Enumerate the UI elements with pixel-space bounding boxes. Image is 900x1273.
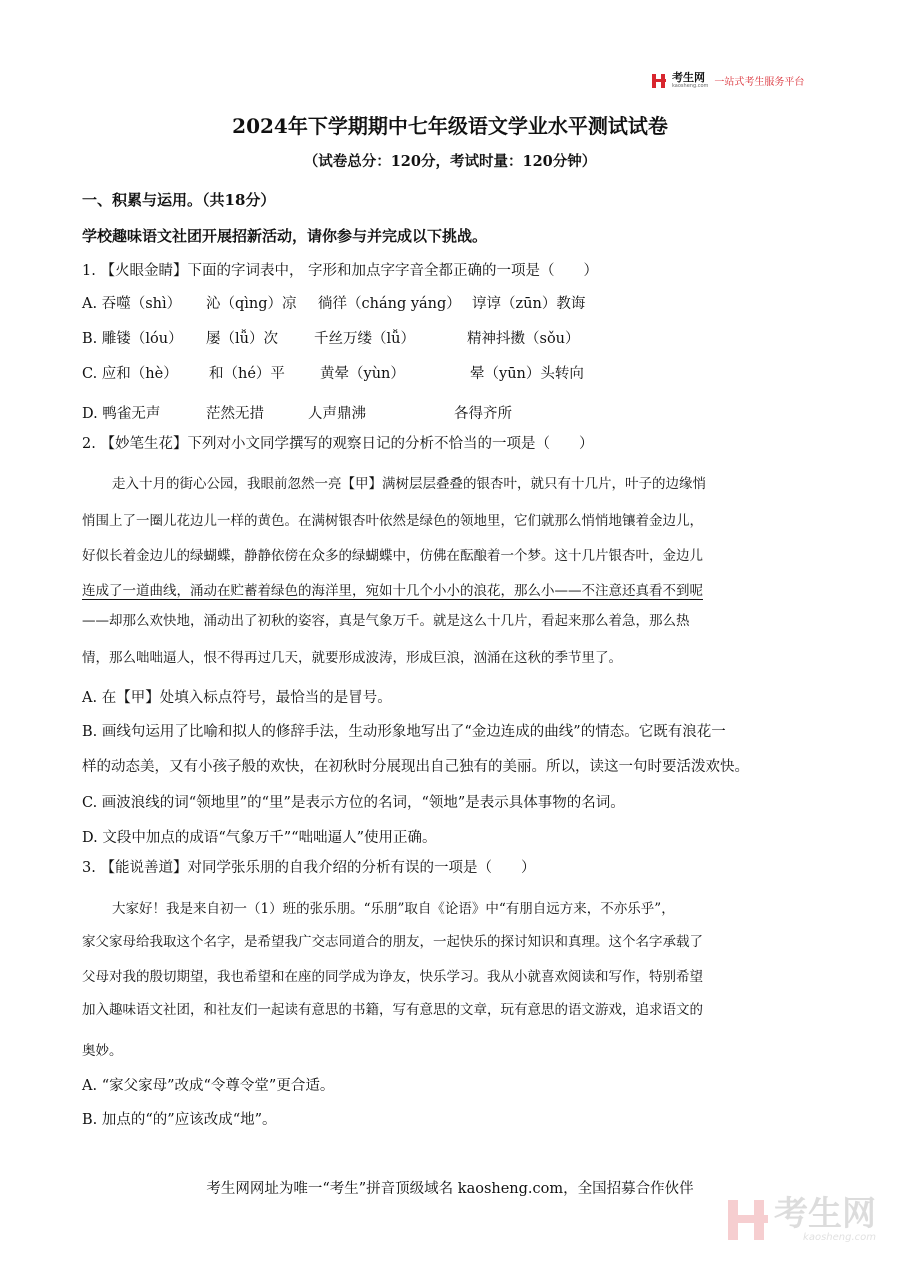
q3-option-b: B. 加点的“的”应该改成“地”。 <box>82 1112 277 1128</box>
q1-stem: 1. 【火眼金睛】下面的字词表中， 字形和加点字字音全都正确的一项是（ ） <box>82 263 599 279</box>
q1-option-c <box>82 362 584 383</box>
brand-name: 考生网 <box>672 71 705 84</box>
q1-d-4: 各得齐所 <box>454 406 512 422</box>
q3-passage-line-3: 父母对我的殷切期望，我也希望和在座的同学成为诤友，快乐学习。我从小就喜欢阅读和写作，特别希望 <box>82 969 703 985</box>
q1-c-3: 黄晕（yùn） <box>320 366 405 382</box>
q1-b-1: B. 雕镂（lóu） <box>82 331 183 347</box>
q2-stem: 2. 【妙笔生花】下列对小文同学撰写的观察日记的分析不恰当的一项是（ ） <box>82 436 594 452</box>
q2-passage-line-5: ——却那么欢快地，涌动出了初秋的姿容，真是气象万千。就是这么十几片，看起来那么着急，那么热 <box>82 613 690 629</box>
q2-option-b-line-2: 样的动态美，又有小孩子般的欢快，在初秋时分展现出自己独有的美丽。所以，读这一句时要活泼欢快。 <box>82 759 749 775</box>
brand-header <box>652 72 804 89</box>
q3-passage-line-1: 大家好！我是来自初一（1）班的张乐朋。“乐朋”取自《论语》中“有朋自远方来，不亦乐乎”， <box>112 901 675 917</box>
section-intro: 学校趣味语文社团开展招新活动，请你参与并完成以下挑战。 <box>82 227 488 245</box>
q2-option-d: D. 文段中加点的成语“气象万千”“咄咄逼人”使用正确。 <box>82 830 437 846</box>
q2-passage-line-4: 连成了一道曲线，涌动在贮蓄着绿色的海洋里，宛如十几个小小的浪花，那么小——不注意还真看不到呢 <box>82 583 703 599</box>
q1-c-4: 晕（yūn）头转向 <box>470 366 584 382</box>
watermark-logo-icon <box>728 1200 768 1240</box>
brand-domain: kaosheng.com <box>672 83 709 89</box>
q2-option-b-line-1: B. 画线句运用了比喻和拟人的修辞手法，生动形象地写出了“金边连成的曲线”的情态。它既有浪花一 <box>82 724 726 740</box>
q1-a-1: A. 吞噬（shì） <box>82 296 182 312</box>
q1-a-2: 沁（qìng）凉 <box>206 296 297 312</box>
page-subtitle: （试卷总分：120分，考试时量：120分钟） <box>303 153 597 170</box>
q3-passage-line-5: 奥妙。 <box>82 1043 123 1059</box>
q2-passage-line-3: 好似长着金边儿的绿蝴蝶，静静依傍在众多的绿蝴蝶中，仿佛在酝酿着一个梦。这十几片银杏叶，金边儿 <box>82 548 703 564</box>
q2-option-c: C. 画波浪线的词“领地里”的“里”是表示方位的名词，“领地”是表示具体事物的名词。 <box>82 795 625 811</box>
q1-b-4: 精神抖擞（sǒu） <box>467 331 580 347</box>
q1-option-b <box>82 327 580 348</box>
q1-b-2: 屡（lǚ）次 <box>206 331 278 347</box>
brand-slogan: 一站式考生服务平台 <box>714 77 805 88</box>
q1-b-3: 千丝万缕（lǚ） <box>314 331 415 347</box>
q1-option-d <box>82 402 512 423</box>
q1-a-4: 谆谆（zūn）教诲 <box>472 296 586 312</box>
q1-c-2: 和（hé）平 <box>209 366 285 382</box>
watermark-name: 考生网 <box>774 1194 876 1234</box>
q2-passage-line-6: 情，那么咄咄逼人，恨不得再过几天，就要形成波涛，形成巨浪，汹涌在这秋的季节里了。 <box>82 650 622 666</box>
page-footer: 考生网网址为唯一“考生”拼音顶级域名 kaosheng.com，全国招募合作伙伴 <box>206 1181 694 1197</box>
q1-a-3: 徜徉（cháng yáng） <box>318 296 461 312</box>
watermark <box>728 1196 876 1243</box>
q1-d-1: D. 鸭雀无声 <box>82 406 161 422</box>
q2-passage-line-2: 悄围上了一圈儿花边儿一样的黄色。在满树银杏叶依然是绿色的领地里，它们就那么悄悄地镶着金边儿， <box>82 513 703 529</box>
q3-stem: 3. 【能说善道】对同学张乐朋的自我介绍的分析有误的一项是（ ） <box>82 860 536 876</box>
q3-option-a: A. “家父家母”改成“令尊令堂”更合适。 <box>82 1078 335 1094</box>
page-title: 2024年下学期期中七年级语文学业水平测试试卷 <box>232 114 668 138</box>
q3-passage-line-2: 家父家母给我取这个名字，是希望我广交志同道合的朋友，一起快乐的探讨知识和真理。这个名字承载了 <box>82 934 703 950</box>
q2-option-a: A. 在【甲】处填入标点符号，最恰当的是冒号。 <box>82 690 392 706</box>
q1-option-a <box>82 292 586 313</box>
q1-d-2: 茫然无措 <box>206 406 264 422</box>
kaosheng-logo-icon <box>652 74 666 88</box>
q2-passage-line-1: 走入十月的街心公园，我眼前忽然一亮【甲】满树层层叠叠的银杏叶，就只有十几片，叶子的边缘悄 <box>112 476 706 492</box>
section-heading: 一、积累与运用。（共18分） <box>82 191 276 209</box>
q3-passage-line-4: 加入趣味语文社团，和社友们一起读有意思的书籍，写有意思的文章，玩有意思的语文游戏，追求语文的 <box>82 1002 703 1018</box>
q1-d-3: 人声鼎沸 <box>308 406 366 422</box>
watermark-domain: kaosheng.com <box>803 1232 876 1243</box>
q1-c-1: C. 应和（hè） <box>82 366 178 382</box>
